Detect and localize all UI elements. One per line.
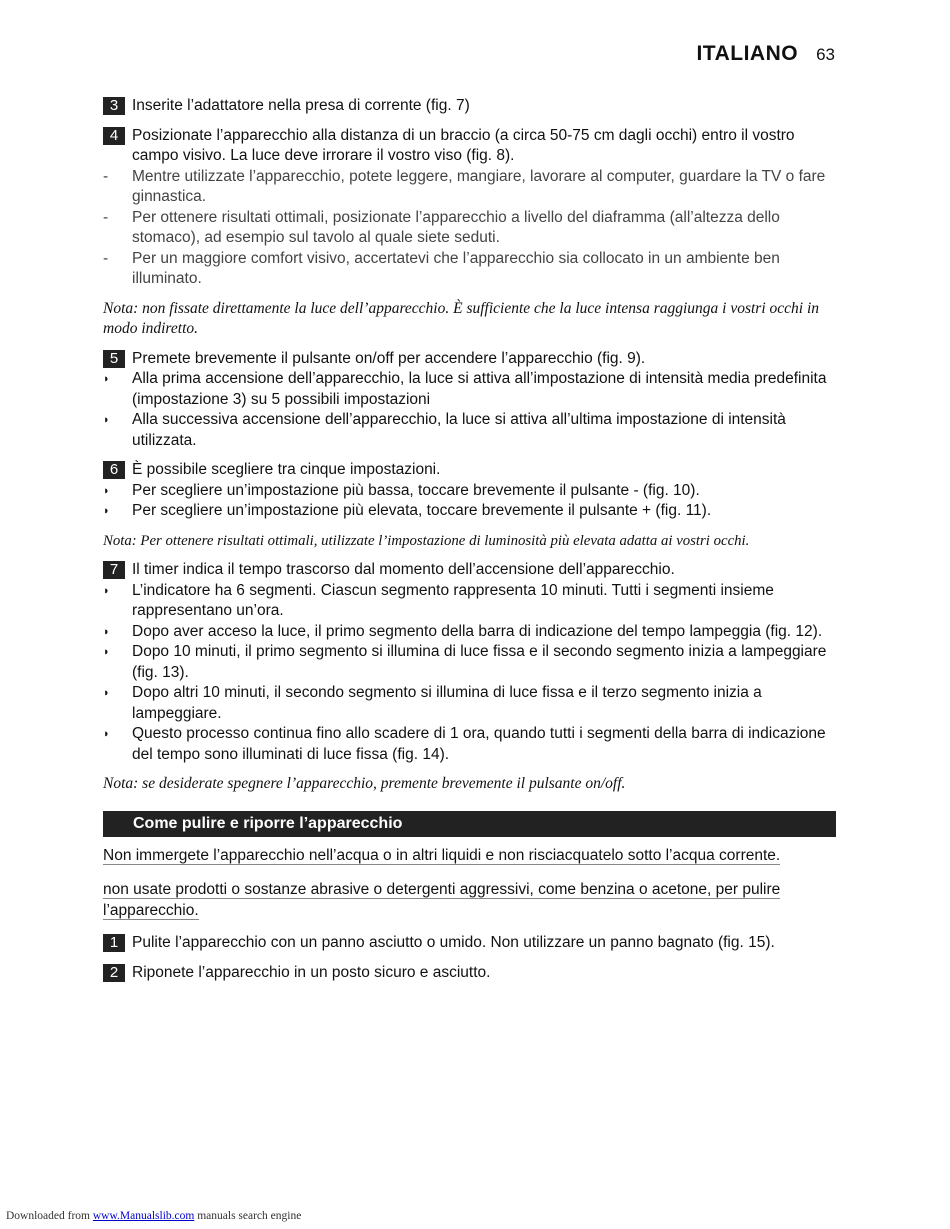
step-number-badge: 5 (103, 350, 125, 368)
bullet-icon: ◗ (103, 687, 110, 699)
caution-text (103, 880, 803, 921)
bullet-text: Alla successiva accensione dell’apparecchio, la luce si attiva all’ultima impostazione di intensità utilizzata. (132, 411, 786, 449)
dash-item (103, 208, 836, 249)
warning-text-underlined: Non immergete l’apparecchio nell’acqua o in altri liquidi e non risciacquatelo sotto l’acqua corrente. (103, 846, 781, 864)
warning-text (103, 846, 793, 867)
language-label: ITALIANO (696, 42, 799, 65)
step-3 (103, 96, 836, 117)
bullet-icon: ◗ (103, 373, 110, 385)
step-text: Riponete l’apparecchio in un posto sicuro e asciutto. (132, 963, 491, 981)
footer-suffix: manuals search engine (197, 1210, 302, 1222)
bullet-text: Dopo 10 minuti, il primo segmento si illumina di luce fissa e il secondo segmento inizia a lampeggiare (fig. 13). (132, 643, 827, 681)
footer-prefix: Downloaded from (6, 1210, 90, 1222)
download-footer (6, 1210, 301, 1222)
bullet-item (103, 501, 836, 522)
step-number-badge: 2 (103, 964, 125, 982)
page-header (696, 42, 835, 66)
step-7 (103, 560, 836, 581)
step-number-badge: 7 (103, 561, 125, 579)
dash-marker: - (103, 249, 109, 267)
dash-text: Per ottenere risultati ottimali, posizionate l’apparecchio a livello del diaframma (all’altezza dello stomaco), ad esempio sul tavolo al quale siete seduti. (132, 208, 780, 246)
bullet-item (103, 410, 836, 451)
bullet-item (103, 724, 836, 765)
bullet-text: Per scegliere un’impostazione più elevata, toccare brevemente il pulsante + (fig. 11). (132, 502, 712, 519)
bullet-icon: ◗ (103, 505, 110, 517)
step-6 (103, 460, 836, 481)
bullet-icon: ◗ (103, 414, 110, 426)
note-text: Nota: non fissate direttamente la luce dell’apparecchio. È sufficiente che la luce intensa raggiunga i vostri occhi in modo indiretto. (103, 299, 820, 337)
bullet-text: Dopo aver acceso la luce, il primo segmento della barra di indicazione del tempo lampeggia (fig. 12). (132, 622, 823, 640)
dash-text: Per un maggiore comfort visivo, accertatevi che l’apparecchio sia collocato in un ambiente ben illuminato. (132, 249, 780, 287)
bullet-icon: ◗ (103, 584, 110, 597)
bullet-text: Questo processo continua fino allo scadere di 1 ora, quando tutti i segmenti della barra di indicazione del tempo sono illuminati di luce fissa (fig. 14). (132, 725, 826, 763)
step-1 (103, 933, 836, 954)
caution-text-underlined: non usate prodotti o sostanze abrasive o detergenti aggressivi, come benzina o acetone, per pulire l’apparecchio. (103, 881, 781, 919)
dash-text: Mentre utilizzate l’apparecchio, potete leggere, mangiare, lavorare al computer, guardare la TV o fare ginnastica. (132, 167, 826, 205)
step-number-badge: 1 (103, 934, 125, 952)
step-5 (103, 349, 836, 370)
bullet-icon: ◗ (103, 728, 110, 740)
bullet-item (103, 622, 836, 643)
bullet-icon: ◗ (103, 646, 110, 658)
page-content (103, 96, 836, 983)
bullet-icon: ◗ (103, 484, 110, 497)
section-heading: Come pulire e riporre l’apparecchio (103, 811, 836, 837)
dash-marker: - (103, 208, 109, 226)
step-text: Il timer indica il tempo trascorso dal momento dell’accensione dell’apparecchio. (132, 561, 675, 578)
bullet-text: Dopo altri 10 minuti, il secondo segmento si illumina di luce fissa e il terzo segmento inizia a lampeggiare. (132, 684, 762, 722)
bullet-text: L’indicatore ha 6 segmenti. Ciascun segmento rappresenta 10 minuti. Tutti i segmenti insieme rappresentano un’ora. (132, 581, 774, 619)
bullet-item (103, 481, 836, 502)
bullet-item (103, 369, 836, 410)
step-2 (103, 963, 836, 984)
bullet-item (103, 683, 836, 724)
step-text: Pulite l’apparecchio con un panno asciutto o umido. Non utilizzare un panno bagnato (fig. 15). (132, 934, 775, 951)
step-number-badge: 6 (103, 461, 125, 479)
step-text: Premete brevemente il pulsante on/off per accendere l’apparecchio (fig. 9). (132, 349, 646, 367)
bullet-item (103, 642, 836, 683)
note-text: Nota: Per ottenere risultati ottimali, utilizzate l’impostazione di luminosità più elevata adatta ai vostri occhi. (103, 532, 750, 549)
manualslib-link[interactable]: www.Manualslib.com (92, 1210, 195, 1222)
step-4 (103, 126, 836, 167)
page-number: 63 (816, 45, 835, 64)
step-text: Inserite l’adattatore nella presa di corrente (fig. 7) (132, 97, 470, 114)
dash-item (103, 167, 836, 208)
dash-marker: - (103, 167, 109, 185)
step-number-badge: 4 (103, 127, 125, 145)
note-text: Nota: se desiderate spegnere l’apparecchio, premente brevemente il pulsante on/off. (103, 775, 626, 792)
bullet-item (103, 581, 836, 622)
step-number-badge: 3 (103, 97, 125, 115)
bullet-text: Alla prima accensione dell’apparecchio, la luce si attiva all’impostazione di intensità media predefinita (impostazione 3) su 5 possibili impostazioni (132, 370, 827, 408)
step-text: È possibile scegliere tra cinque impostazioni. (132, 461, 441, 478)
bullet-text: Per scegliere un’impostazione più bassa, toccare brevemente il pulsante - (fig. 10). (132, 481, 700, 499)
dash-item (103, 249, 836, 290)
bullet-icon: ◗ (103, 625, 110, 638)
step-text: Posizionate l’apparecchio alla distanza di un braccio (a circa 50-75 cm dagli occhi) entro il vostro campo visivo. La luce deve irrorare il vostro viso (fig. 8). (132, 126, 795, 164)
